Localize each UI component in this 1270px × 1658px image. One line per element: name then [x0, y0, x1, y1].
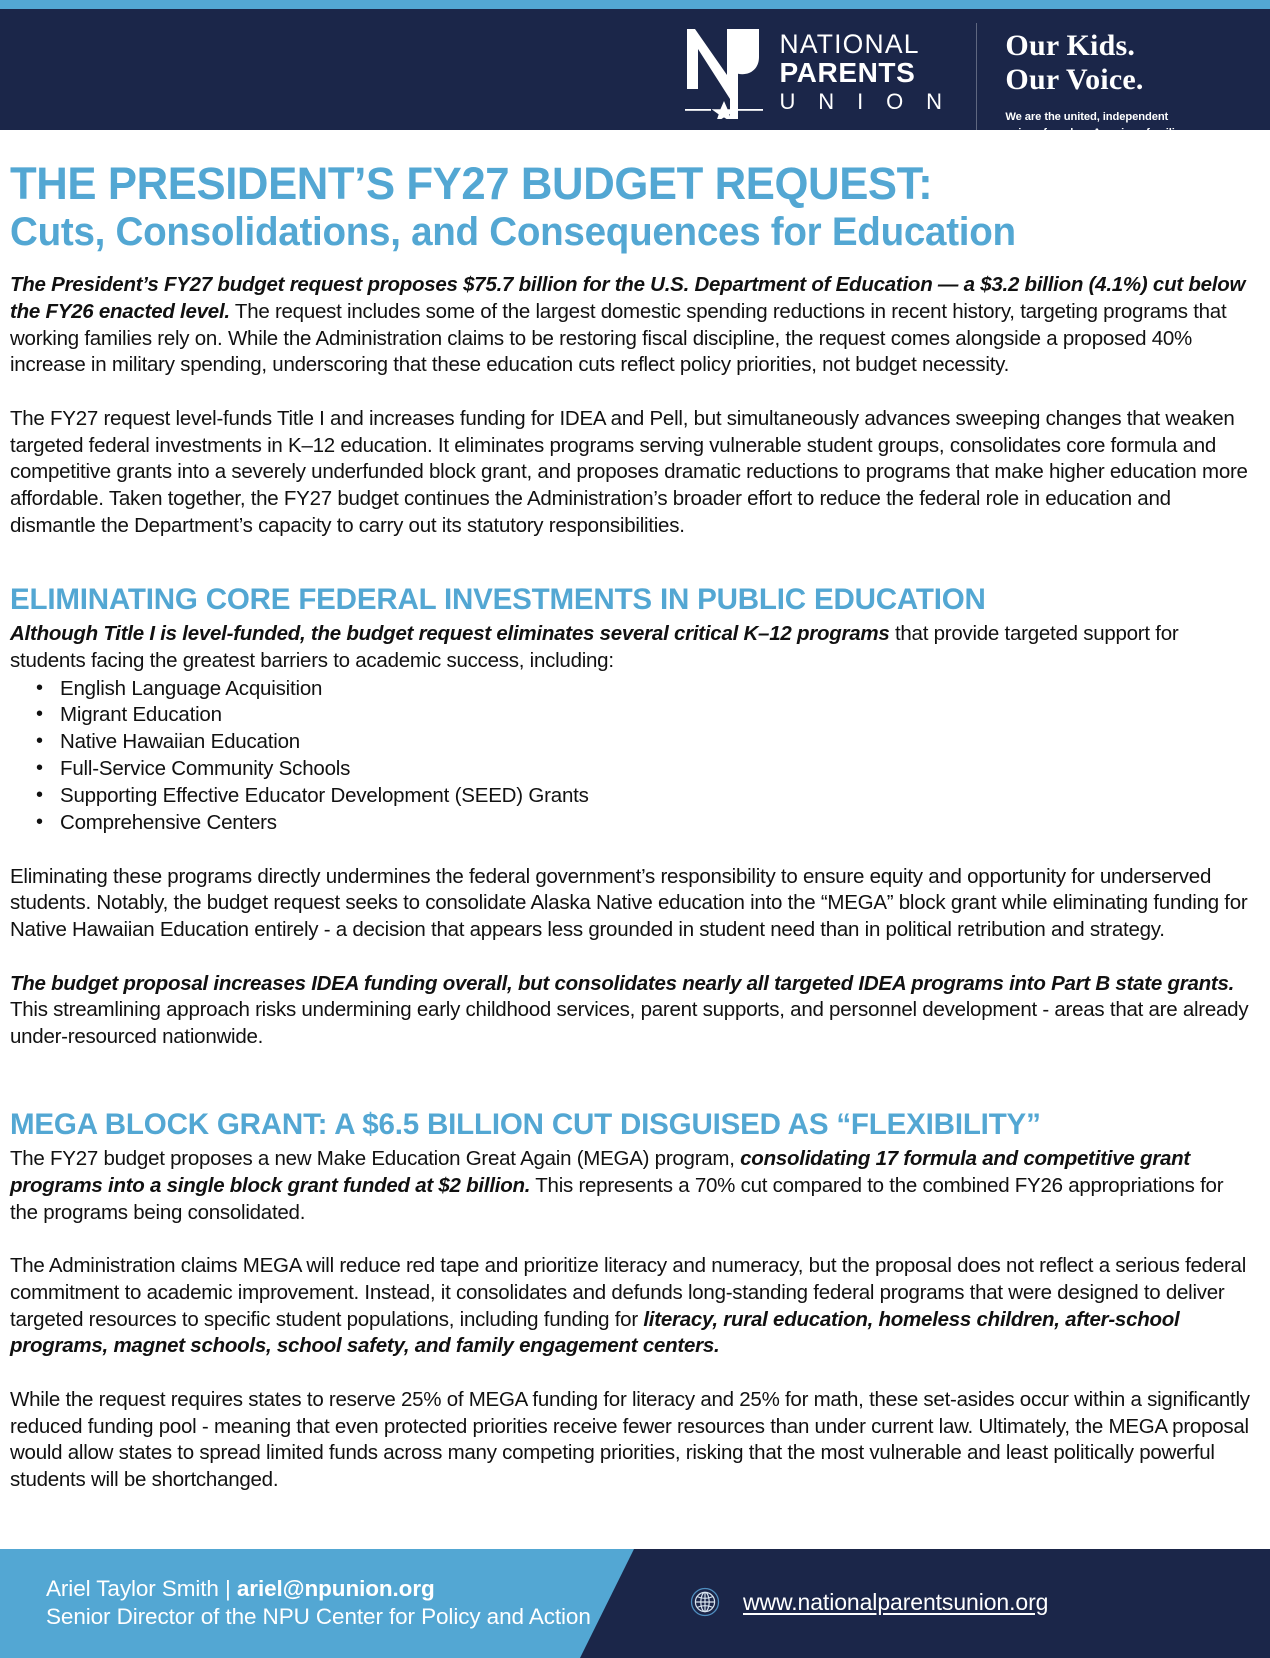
npu-wordmark	[779, 23, 950, 116]
contact-name: Ariel Taylor Smith |	[46, 1576, 237, 1601]
subtagline-line-1: We are the united, independent	[1005, 111, 1169, 124]
section-heading-eliminating: ELIMINATING CORE FEDERAL INVESTMENTS IN PUBLIC EDUCATION	[10, 583, 986, 617]
npu-logo-lockup	[681, 23, 976, 119]
page-subtitle: Cuts, Consolidations, and Consequences for Education	[10, 209, 1016, 254]
section-heading-mega: MEGA BLOCK GRANT: A $6.5 BILLION CUT DISGUISED AS “FLEXIBILITY”	[10, 1108, 1041, 1142]
intro-rest: The request includes some of the largest domestic spending reductions in recent history, targeting programs that working families rely on. While the Administration claims to be restoring fiscal discipline, the request comes alongside a proposed 40% increase in military spending, underscoring that these education cuts reflect policy priorities, not budget necessity.	[10, 300, 1227, 377]
logo-line-national: NATIONAL	[779, 29, 920, 59]
section2-paragraph-2	[10, 1253, 1256, 1360]
section1-lead-paragraph	[10, 621, 1256, 674]
list-item: • English Language Acquisition	[36, 676, 1256, 703]
section2-paragraph-3: While the request requires states to reserve 25% of MEGA funding for literacy and 25% for math, these set-asides occur within a significantly reduced funding pool - meaning that even protected priorities receive fewer resources than under current law. Ultimately, the MEGA proposal would allow states to spread limited funds across many competing priorities, risking that the most vulnerable and least politically powerful students will be shortchanged.	[10, 1387, 1250, 1491]
section1-idea-paragraph	[10, 971, 1256, 1051]
footer-contact-line	[46, 1575, 591, 1603]
npu-monogram-icon	[681, 23, 767, 119]
footer-website-block[interactable]	[690, 1587, 1048, 1617]
top-accent-bar	[0, 0, 1270, 9]
tagline-line-1: Our Kids.	[1005, 29, 1136, 62]
globe-icon	[690, 1587, 720, 1617]
intro-lead: The President’s FY27 budget request proposes $75.7 billion for the U.S. Department of Education — a $3.2 billion (4.1%) cut below the FY26 enacted level.	[10, 273, 1246, 324]
page-footer	[0, 1549, 1270, 1658]
idea-lead-bold: The budget proposal increases IDEA funding overall, but consolidates nearly all targeted IDEA programs into Part B state grants.	[10, 971, 1235, 995]
footer-contact-block	[46, 1575, 591, 1632]
page-header	[0, 9, 1270, 140]
page-title: THE PRESIDENT’S FY27 BUDGET REQUEST:	[10, 158, 933, 209]
mega-p1-start: The FY27 budget proposes a new Make Education Great Again (MEGA) program,	[10, 1147, 741, 1171]
intro-paragraph-2: The FY27 request level-funds Title I and increases funding for IDEA and Pell, but simultaneously advances sweeping changes that weaken targeted federal investments in K–12 education. It eliminates programs serving vulnerable student groups, consolidates core formula and competitive grants into a severely underfunded block grant, and proposes dramatic reductions to programs that make higher education more affordable. Taken together, the FY27 budget continues the Administration’s broader effort to reduce the federal role in education and dismantle the Department’s capacity to carry out its statutory responsibilities.	[10, 407, 1248, 537]
list-item: • Supporting Effective Educator Development (SEED) Grants	[36, 783, 1256, 810]
main-content	[0, 130, 1270, 1493]
section2-paragraph-1	[10, 1146, 1256, 1226]
list-item: • Migrant Education	[36, 702, 1256, 729]
tagline-block	[976, 23, 1190, 142]
mega-p1-bold: consolidating 17 formula and competitive grant programs into a single block grant funded at $2 billion.	[10, 1147, 1190, 1198]
section1-lead-rest: that provide targeted support for students facing the greatest barriers to academic success, including:	[10, 622, 1179, 672]
section1-lead-bold: Although Title I is level-funded, the budget request eliminates several critical K–12 programs	[10, 622, 890, 646]
idea-rest: This streamlining approach risks undermining early childhood services, parent supports, and personnel development - areas that are already under-resourced nationwide.	[10, 998, 1249, 1048]
section1-paragraph-after-list: Eliminating these programs directly undermines the federal government’s responsibility to ensure equity and opportunity for underserved students. Notably, the budget request seeks to consolidate Alaska Native education into the “MEGA” block grant while eliminating funding for Native Hawaiian Education entirely - a decision that appears less grounded in student need than in political retribution and strategy.	[10, 864, 1248, 941]
logo-line-union: U N I O N	[779, 89, 951, 115]
eliminated-programs-list	[10, 676, 1256, 837]
contact-title: Senior Director of the NPU Center for Policy and Action	[46, 1604, 591, 1630]
tagline-line-2: Our Voice.	[1005, 63, 1144, 97]
logo-line-parents: PARENTS	[779, 57, 916, 89]
list-item: • Native Hawaiian Education	[36, 729, 1256, 756]
list-item: • Full-Service Community Schools	[36, 756, 1256, 783]
mega-p1-rest: This represents a 70% cut compared to the combined FY26 appropriations for the programs being consolidated.	[10, 1174, 1224, 1224]
intro-paragraph-1	[10, 272, 1256, 379]
mega-p2-start: The Administration claims MEGA will reduce red tape and prioritize literacy and numeracy, but the proposal does not reflect a serious federal commitment to academic improvement. Instead, it consolidates and defunds long-standing federal programs that were designed to deliver targeted resources to specific student populations, including funding for	[10, 1254, 1247, 1331]
mega-p2-bold: literacy, rural education, homeless children, after-school programs, magnet schools, school safety, and family engagement centers.	[10, 1307, 1180, 1358]
subtagline-line-2: voice of modern American families.	[1005, 127, 1190, 140]
website-link[interactable]: www.nationalparentsunion.org	[743, 1588, 1049, 1615]
list-item: • Comprehensive Centers	[36, 810, 1256, 837]
contact-email[interactable]: ariel@npunion.org	[236, 1576, 435, 1601]
brand-logo-block	[681, 23, 1190, 142]
